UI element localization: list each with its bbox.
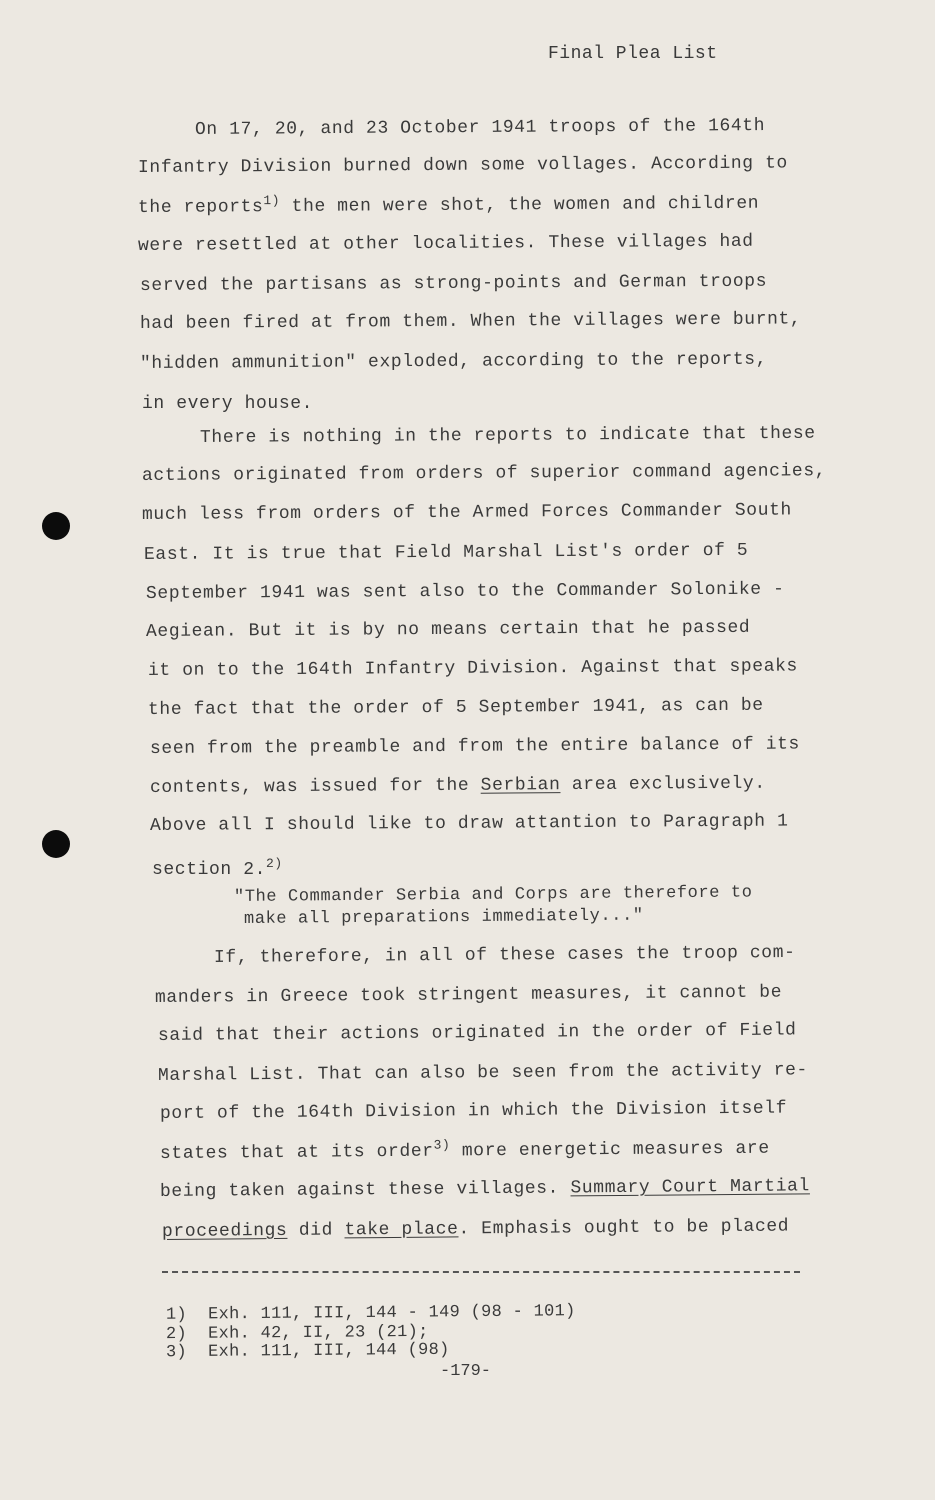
text-span: being taken against these villages. [159, 1178, 560, 1202]
underlined-text: proceedings [161, 1220, 288, 1242]
text-line: There is nothing in the reports to indicate that these [199, 423, 816, 448]
text-line: Marshal List. That can also be seen from the activity re- [157, 1060, 808, 1086]
text-line: much less from orders of the Armed Forces Commander South [141, 500, 792, 525]
text-line: Infantry Division burned down some vollages. According to [137, 153, 788, 178]
quote-line: "The Commander Serbia and Corps are therefore to [233, 883, 753, 907]
text-span: the men were shot, the women and children [291, 193, 760, 217]
text-line: in every house. [142, 394, 314, 414]
footnote-divider [162, 1271, 800, 1273]
footnote-text: Exh. 42, II, 23 (21); [207, 1322, 429, 1344]
text-span: the reports [137, 197, 264, 218]
underlined-text: Summary Court Martial [570, 1176, 810, 1199]
text-line: port of the 164th Division in which the Division itself [159, 1098, 788, 1124]
text-line [160, 1176, 810, 1202]
text-line: it on to the 164th Infantry Division. Against that speaks [147, 656, 798, 681]
text-line: said that their actions originated in the order of Field [157, 1020, 797, 1046]
text-line: If, therefore, in all of these cases the troop com- [213, 942, 796, 968]
footnote-number: 2) [165, 1324, 188, 1345]
text-span: . Emphasis ought to be placed [458, 1216, 790, 1240]
footnote-ref: 2) [266, 856, 283, 871]
footnote-ref: 3) [433, 1137, 451, 1153]
text-line: actions originated from orders of superior command agencies, [141, 461, 827, 486]
footnote-ref: 1) [263, 193, 281, 209]
text-line [150, 774, 766, 798]
footnote-number: 3) [165, 1343, 188, 1363]
text-span: area exclusively. [571, 773, 766, 796]
text-line: On 17, 20, and 23 October 1941 troops of the 164th [194, 116, 766, 140]
punch-hole-icon [42, 830, 70, 858]
text-line: manders in Greece took stringent measures, it cannot be [154, 982, 783, 1008]
text-span: more energetic measures are [461, 1138, 770, 1162]
text-line: September 1941 was sent also to the Commander Solonike - [145, 579, 785, 604]
text-span: did [298, 1220, 334, 1241]
text-line: East. It is true that Field Marshal List's order of 5 [143, 540, 749, 565]
text-line [160, 1139, 770, 1164]
underlined-text: Serbian [480, 775, 561, 796]
text-span: section 2. [152, 860, 267, 880]
text-line: had been fired at from them. When the villages were burnt, [139, 309, 802, 334]
text-line [152, 856, 283, 880]
page-header: Final Plea List [548, 44, 718, 64]
text-line: seen from the preamble and from the entire balance of its [149, 734, 800, 759]
footnote-text: Exh. 111, III, 144 (98) [207, 1340, 450, 1362]
text-line: "hidden ammunition" exploded, according to the reports, [139, 349, 768, 374]
text-line: Above all I should like to draw attantion to Paragraph 1 [149, 811, 789, 836]
text-line: Aegiean. But it is by no means certain that he passed [145, 617, 751, 642]
footnote-number: 1) [165, 1305, 188, 1325]
text-span: contents, was issued for the [149, 775, 470, 798]
text-line: the fact that the order of 5 September 1941, as can be [147, 695, 764, 720]
footnote [166, 1341, 450, 1362]
text-span: states that at its order [159, 1141, 434, 1164]
page-number: -179- [440, 1362, 492, 1381]
quote-line: make all preparations immediately..." [243, 906, 644, 929]
punch-hole-icon [42, 512, 70, 540]
underlined-text: take place [344, 1219, 459, 1241]
footnote-text: Exh. 111, III, 144 - 149 (98 - 101) [207, 1302, 576, 1325]
footnote [166, 1302, 576, 1325]
text-line: were resettled at other localities. These villages had [137, 231, 754, 256]
text-line [162, 1217, 789, 1242]
text-line: served the partisans as strong-points and German troops [139, 271, 768, 296]
text-line [138, 194, 759, 218]
